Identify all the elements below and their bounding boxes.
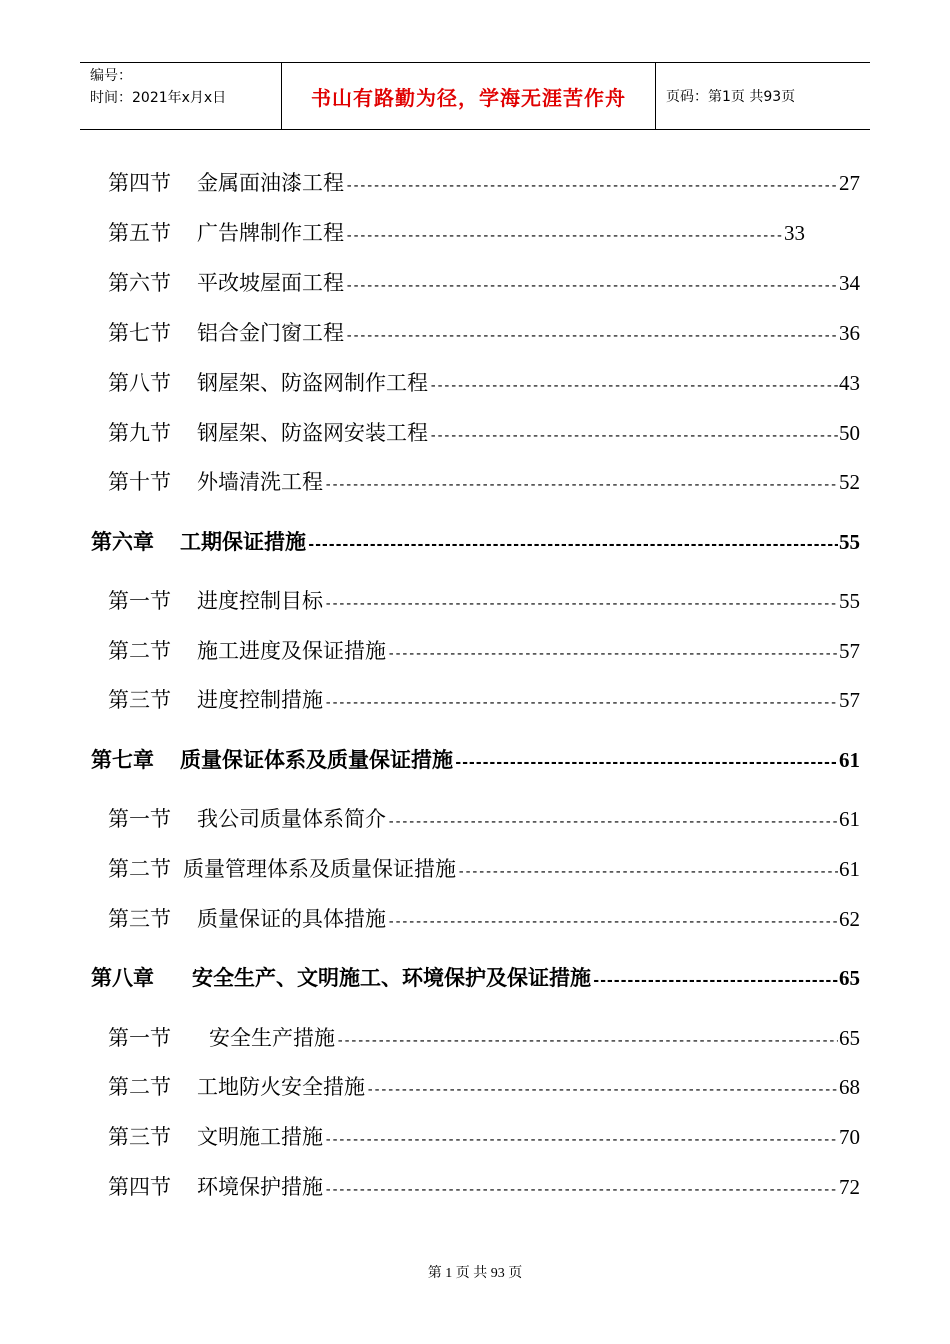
toc-entry-number: 第七节: [108, 321, 171, 345]
toc-entry[interactable]: [91, 527, 860, 557]
toc-entry-number: 第七章: [91, 747, 154, 772]
toc-entry-number: 第五节: [108, 221, 171, 245]
toc-dot-leader: [336, 1026, 838, 1053]
toc-entry-title: 平改坡屋面工程: [197, 271, 344, 295]
toc-entry-title: 文明施工措施: [197, 1125, 323, 1149]
toc-entry-number: 第一节: [108, 589, 171, 613]
toc-entry[interactable]: [108, 467, 860, 497]
toc-entry-title: 施工进度及保证措施: [197, 639, 386, 663]
toc-entry-title: 安全生产措施: [209, 1026, 335, 1050]
toc-entry-page: 68: [839, 1075, 860, 1099]
toc-entry-title: 质量保证体系及质量保证措施: [180, 747, 453, 772]
toc-dot-leader: [324, 688, 838, 715]
toc-entry-title: 质量保证的具体措施: [197, 907, 386, 931]
toc-entry-number: 第三节: [108, 688, 171, 712]
toc-dot-leader: [324, 470, 838, 497]
toc-dot-leader: [454, 748, 838, 775]
toc-entry-title: 环境保护措施: [197, 1175, 323, 1199]
toc-entry-page: 27: [839, 171, 860, 195]
toc-entry-page: 62: [839, 907, 860, 931]
number-label: 编号：: [90, 68, 132, 84]
toc-entry-title: 安全生产、文明施工、环境保护及保证措施: [192, 965, 591, 990]
toc-entry-page: 57: [839, 639, 860, 663]
page-header: [80, 62, 870, 130]
header-page-info: 页码：第1页 共93页: [666, 89, 796, 105]
toc-dot-leader: [592, 966, 838, 993]
toc-entry-number: 第一节: [108, 1026, 171, 1050]
toc-entry-number: 第四节: [108, 171, 171, 195]
toc-dot-leader: [387, 907, 838, 934]
toc-entry[interactable]: [108, 418, 860, 448]
toc-entry-number: 第四节: [108, 1175, 171, 1199]
toc-entry[interactable]: [108, 1023, 860, 1053]
toc-entry[interactable]: [108, 268, 860, 298]
toc-entry-number: 第二节: [108, 639, 171, 663]
header-motto: 书山有路勤为径，学海无涯苦作舟: [282, 63, 656, 129]
toc-entry-title: 进度控制措施: [197, 688, 323, 712]
toc-entry[interactable]: [108, 1172, 860, 1202]
toc-dot-leader: [387, 807, 838, 834]
toc-dot-leader: [345, 271, 838, 298]
toc-entry-page: 34: [839, 271, 860, 295]
toc-entry-page: 65: [839, 966, 860, 990]
toc-entry-number: 第九节: [108, 421, 171, 445]
toc-entry-page: 65: [839, 1026, 860, 1050]
toc-entry[interactable]: [91, 963, 860, 993]
toc-entry[interactable]: [108, 218, 805, 248]
toc-entry-page: 55: [839, 530, 860, 554]
toc-entry-page: 61: [839, 857, 860, 881]
toc-dot-leader: [457, 857, 838, 884]
time-label: 时间：2021年x月x日: [90, 90, 227, 106]
toc-entry-page: 61: [839, 807, 860, 831]
toc-dot-leader: [345, 171, 838, 198]
toc-entry-number: 第六节: [108, 271, 171, 295]
toc-dot-leader: [324, 1175, 838, 1202]
toc-entry-number: 第三节: [108, 1125, 171, 1149]
toc-dot-leader: [324, 1125, 838, 1152]
toc-entry-title: 钢屋架、防盗网制作工程: [197, 371, 428, 395]
toc-entry-number: 第三节: [108, 907, 171, 931]
header-meta: [80, 63, 282, 129]
toc-entry[interactable]: [108, 368, 860, 398]
toc-entry-page: 70: [839, 1125, 860, 1149]
toc-entry-number: 第六章: [91, 529, 154, 554]
toc-entry-page: 52: [839, 470, 860, 494]
toc-entry-page: 57: [839, 688, 860, 712]
toc-entry-number: 第八节: [108, 371, 171, 395]
toc-entry-title: 金属面油漆工程: [197, 171, 344, 195]
toc-entry-page: 72: [839, 1175, 860, 1199]
toc-entry[interactable]: [108, 904, 860, 934]
toc-entry-page: 43: [839, 371, 860, 395]
toc-entry-page: 50: [839, 421, 860, 445]
toc-dot-leader: [345, 321, 838, 348]
toc-dot-leader: [387, 639, 838, 666]
toc-dot-leader: [324, 589, 838, 616]
toc-entry[interactable]: [108, 685, 860, 715]
toc-entry[interactable]: [108, 318, 860, 348]
toc-entry[interactable]: [108, 636, 860, 666]
toc-dot-leader: [429, 421, 838, 448]
toc-entry-title: 质量管理体系及质量保证措施: [183, 857, 456, 881]
toc-entry-title: 钢屋架、防盗网安装工程: [197, 421, 428, 445]
toc-dot-leader: [345, 221, 783, 248]
toc-entry[interactable]: [108, 854, 860, 884]
toc-entry-number: 第一节: [108, 807, 171, 831]
toc-entry-number: 第十节: [108, 470, 171, 494]
toc-entry[interactable]: [108, 804, 860, 834]
page-footer: 第 1 页 共 93 页: [427, 1266, 523, 1281]
toc-entry-title: 工地防火安全措施: [197, 1075, 365, 1099]
toc-entry-title: 铝合金门窗工程: [197, 321, 344, 345]
toc-entry[interactable]: [108, 1122, 860, 1152]
toc-entry[interactable]: [108, 1072, 860, 1102]
toc-entry-title: 进度控制目标: [197, 589, 323, 613]
toc-entry[interactable]: [108, 586, 860, 616]
toc-entry-page: 55: [839, 589, 860, 613]
toc-dot-leader: [366, 1075, 838, 1102]
toc-dot-leader: [307, 530, 838, 557]
toc-entry-page: 36: [839, 321, 860, 345]
toc-entry-title: 我公司质量体系简介: [197, 807, 386, 831]
toc-entry-title: 工期保证措施: [180, 529, 306, 554]
toc-entry[interactable]: [91, 745, 860, 775]
toc-entry-number: 第八章: [91, 965, 154, 990]
toc-entry-page: 61: [839, 748, 860, 772]
toc-entry-page: 33: [784, 221, 805, 245]
toc-entry-number: 第二节: [108, 1075, 171, 1099]
toc-entry[interactable]: [108, 168, 860, 198]
toc-entry-number: 第二节: [108, 857, 171, 881]
toc-entry-title: 广告牌制作工程: [197, 221, 344, 245]
toc-dot-leader: [429, 371, 838, 398]
toc-entry-title: 外墙清洗工程: [197, 470, 323, 494]
